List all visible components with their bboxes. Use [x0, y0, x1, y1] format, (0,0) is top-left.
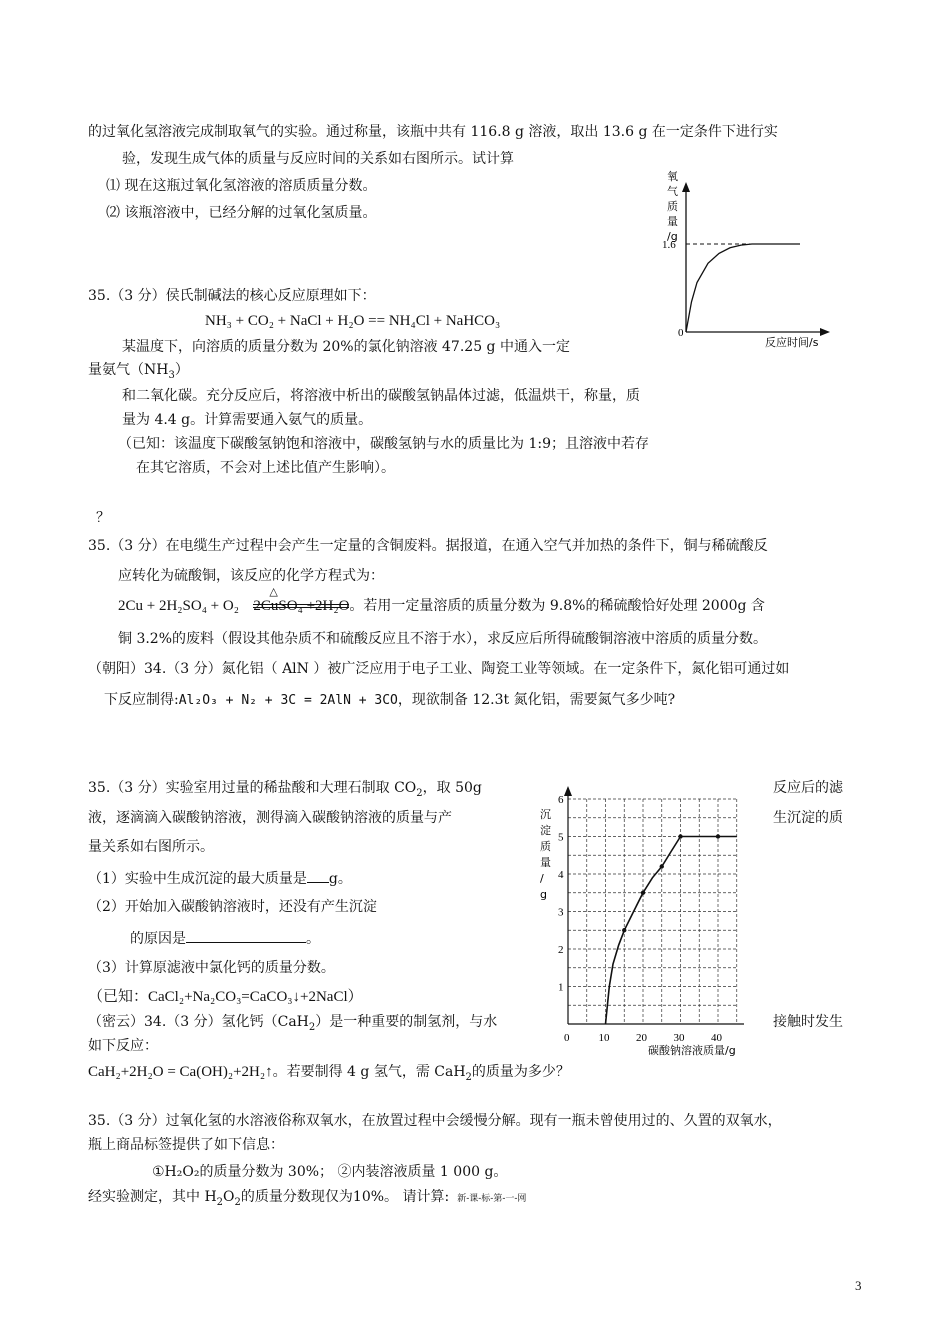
- chart1-origin-label: 0: [678, 327, 684, 339]
- chart2-data-point: [660, 864, 664, 868]
- chart1-series-line: [686, 244, 800, 332]
- equation-arrow: [253, 585, 350, 616]
- chart2-data-point: [622, 928, 626, 932]
- problem-heading: 35.（3 分）实验室用过量的稀盐酸和大理石制取 $CO_2$，取 50g: [88, 780, 482, 799]
- chart1-y-label-char: /g: [667, 230, 678, 243]
- problem-heading: 35.（3 分）过氧化氢的水溶液俗称双氧水，在放置过程中会缓慢分解。现有一瓶未曾使用过的、久置的双氧水，: [88, 1113, 782, 1129]
- text-line: 量氨气$(NH_3)$: [88, 362, 189, 381]
- chart2-y-label-char: 量: [540, 856, 551, 869]
- chart2-x-tick-label: 0: [564, 1032, 570, 1044]
- text-line: 瓶上商品标签提供了如下信息：: [88, 1137, 284, 1153]
- text-line: 验，发现生成气体的质量与反应时间的关系如右图所示。试计算: [122, 151, 514, 167]
- chart2-y-label-char: /: [540, 872, 544, 885]
- chart2-data-point: [641, 891, 645, 895]
- text-line: 铜 3.2%的废料（假设其他杂质不和硫酸反应且不溶于水），求反应后所得硫酸铜溶液中溶质的质量分数。: [118, 631, 768, 647]
- known-condition: 在其它溶质，不会对上述比值产生影响）。: [136, 460, 395, 476]
- label-info: ①H₂O₂的质量分数为 30%； ②内装溶液质量 1 000 g。: [152, 1164, 508, 1180]
- chart2-y-tick-label: 2: [558, 944, 564, 956]
- equation-rhs: 2CuSO₄ +2H₂O: [253, 598, 350, 614]
- text-line: 生沉淀的质: [773, 810, 843, 826]
- chemical-equation: Al₂O₃ + N₂ + 3C = 2AlN + 3CO: [178, 693, 398, 708]
- heat-condition: △: [269, 585, 278, 598]
- oxygen-mass-chart: [640, 166, 840, 356]
- chart1-y-label-char: 质: [667, 200, 678, 213]
- page-number: 3: [855, 1278, 862, 1293]
- text-line: 的过氧化氢溶液完成制取氧气的实验。通过称量，该瓶中共有 116.8 g 溶液，取出 13.6 g 在一定条件下进行实: [88, 124, 778, 140]
- text-line: 量关系如右图所示。: [88, 839, 214, 855]
- chart2-data-point: [716, 834, 720, 838]
- text-line: 反应后的滤: [773, 780, 843, 796]
- chart1-x-arrow: [820, 328, 830, 336]
- chart2-y-label-char: 质: [540, 840, 551, 853]
- chart2-data-point: [678, 834, 682, 838]
- chart2-y-label-char: g: [540, 888, 547, 901]
- chart1-y-tick-label: 1.6: [662, 239, 676, 251]
- problem-heading: （朝阳）34.（3 分）氮化铝（ AlN ）被广泛应用于电子工业、陶瓷工业等领域。在一定条件下，氮化铝可通过如: [88, 661, 790, 677]
- chart2-y-tick-label: 5: [558, 831, 564, 844]
- question-item: 的原因是 。: [130, 928, 320, 949]
- problem-heading: 35.（3 分）在电缆生产过程中会产生一定量的含铜废料。据报道，在通入空气并加热的条件下，铜与稀硫酸反: [88, 538, 768, 554]
- question-item: ⑴ 现在这瓶过氧化氢溶液的溶质质量分数。: [106, 178, 377, 194]
- chart2-x-axis-label: 碳酸钠溶液质量/g: [648, 1044, 736, 1057]
- chart2-y-tick-label: 6: [558, 794, 564, 806]
- chemical-equation: NH₃ + CO₂ + NaCl + H₂O == NH₄Cl + NaHCO₃: [205, 313, 501, 329]
- chart2-grid: [568, 799, 737, 1024]
- chart2-x-tick-label: 10: [598, 1032, 610, 1044]
- text-line: 和二氧化碳。充分反应后，将溶液中析出的碳酸氢钠晶体过滤，低温烘干，称量，质: [122, 388, 640, 404]
- question-item: （1）实验中生成沉淀的最大质量是 g。: [88, 868, 352, 889]
- text-line: 某温度下，向溶质的质量分数为 20%的氯化钠溶液 47.25 g 中通入一定: [122, 339, 570, 355]
- chart2-y-axis-label: [540, 808, 551, 901]
- problem-heading: （密云）34.（3 分）氢化钙（CaH$_2$）是一种重要的制氢剂，与水: [88, 1014, 498, 1033]
- problem-heading: 35.（3 分）侯氏制碱法的核心反应原理如下：: [88, 288, 376, 304]
- watermark-text: 新-课-标-第-一-网: [457, 1194, 527, 1204]
- stray-mark: ？: [96, 510, 110, 526]
- text-line: 液，逐滴滴入碳酸钠溶液，测得滴入碳酸钠溶液的质量与产: [88, 810, 452, 826]
- text-line: 接触时发生: [773, 1014, 843, 1030]
- equation-lhs: 2Cu + 2H₂SO₄ + O₂: [118, 598, 239, 614]
- text-line: 下反应制得:Al₂O₃ + N₂ + 3C = 2AlN + 3CO，现欲制备 12.3t 氮化铝，需要氮气多少吨?: [104, 692, 676, 708]
- answer-blank[interactable]: [307, 868, 329, 883]
- chart2-y-tick-label: 1: [558, 981, 564, 994]
- chart2-y-tick-label: 4: [558, 869, 564, 881]
- text-line: 经实验测定，其中 $H_2O_2$的质量分数现仅为10%。 请计算: 新-课-标-第-一-网: [88, 1189, 527, 1208]
- answer-blank[interactable]: [186, 928, 306, 943]
- equation-line: 2Cu + 2H₂SO₄ + O₂ △ 2CuSO₄ +2H₂O。若用一定量溶质的质量分数为 9.8%的稀硫酸恰好处理 2000g 含: [118, 596, 765, 616]
- question-item: （2）开始加入碳酸钠溶液时，还没有产生沉淀: [88, 899, 377, 915]
- chart2-x-tick-label: 40: [711, 1032, 722, 1044]
- chart2-y-arrow: [564, 786, 572, 796]
- chart1-y-arrow: [682, 182, 690, 192]
- chart2-x-tick-label: 30: [673, 1032, 685, 1044]
- text-line: CaH₂+2H₂O = Ca(OH)₂+2H₂↑。若要制得 4 g 氢气，需 CaH$_2$的质量为多少？: [88, 1064, 570, 1083]
- known-reaction: （已知：CaCl₂+Na₂CO₃=CaCO₃↓+2NaCl）: [88, 989, 363, 1005]
- chart1-y-label-char: 量: [667, 215, 678, 228]
- known-condition: （已知：该温度下碳酸氢钠饱和溶液中，碳酸氢钠与水的质量比为 1:9；且溶液中若存: [118, 436, 649, 452]
- text-line: 如下反应：: [88, 1038, 158, 1054]
- chart2-x-tick-label: 20: [636, 1032, 647, 1044]
- text-line: 应转化为硫酸铜，该反应的化学方程式为：: [118, 568, 384, 584]
- chart1-y-label-char: 气: [667, 185, 678, 198]
- chart1-y-axis-label: [667, 169, 678, 243]
- chart2-y-tick-label: 3: [558, 906, 564, 919]
- chart2-y-label-char: 沉: [540, 808, 551, 821]
- text-line: 量为 4.4 g。计算需要通入氨气的质量。: [122, 412, 373, 428]
- chart2-y-label-char: 淀: [540, 824, 551, 837]
- chart1-x-axis-label: 反应时间/s: [765, 336, 819, 349]
- precipitate-mass-chart: [530, 778, 770, 1068]
- chemical-equation: CaH₂+2H₂O = Ca(OH)₂+2H₂↑: [88, 1064, 273, 1080]
- chart1-y-label-char: 氧: [667, 170, 678, 183]
- question-item: ⑵ 该瓶溶液中，已经分解的过氧化氢质量。: [106, 205, 377, 221]
- question-item: （3）计算原滤液中氯化钙的质量分数。: [88, 960, 335, 976]
